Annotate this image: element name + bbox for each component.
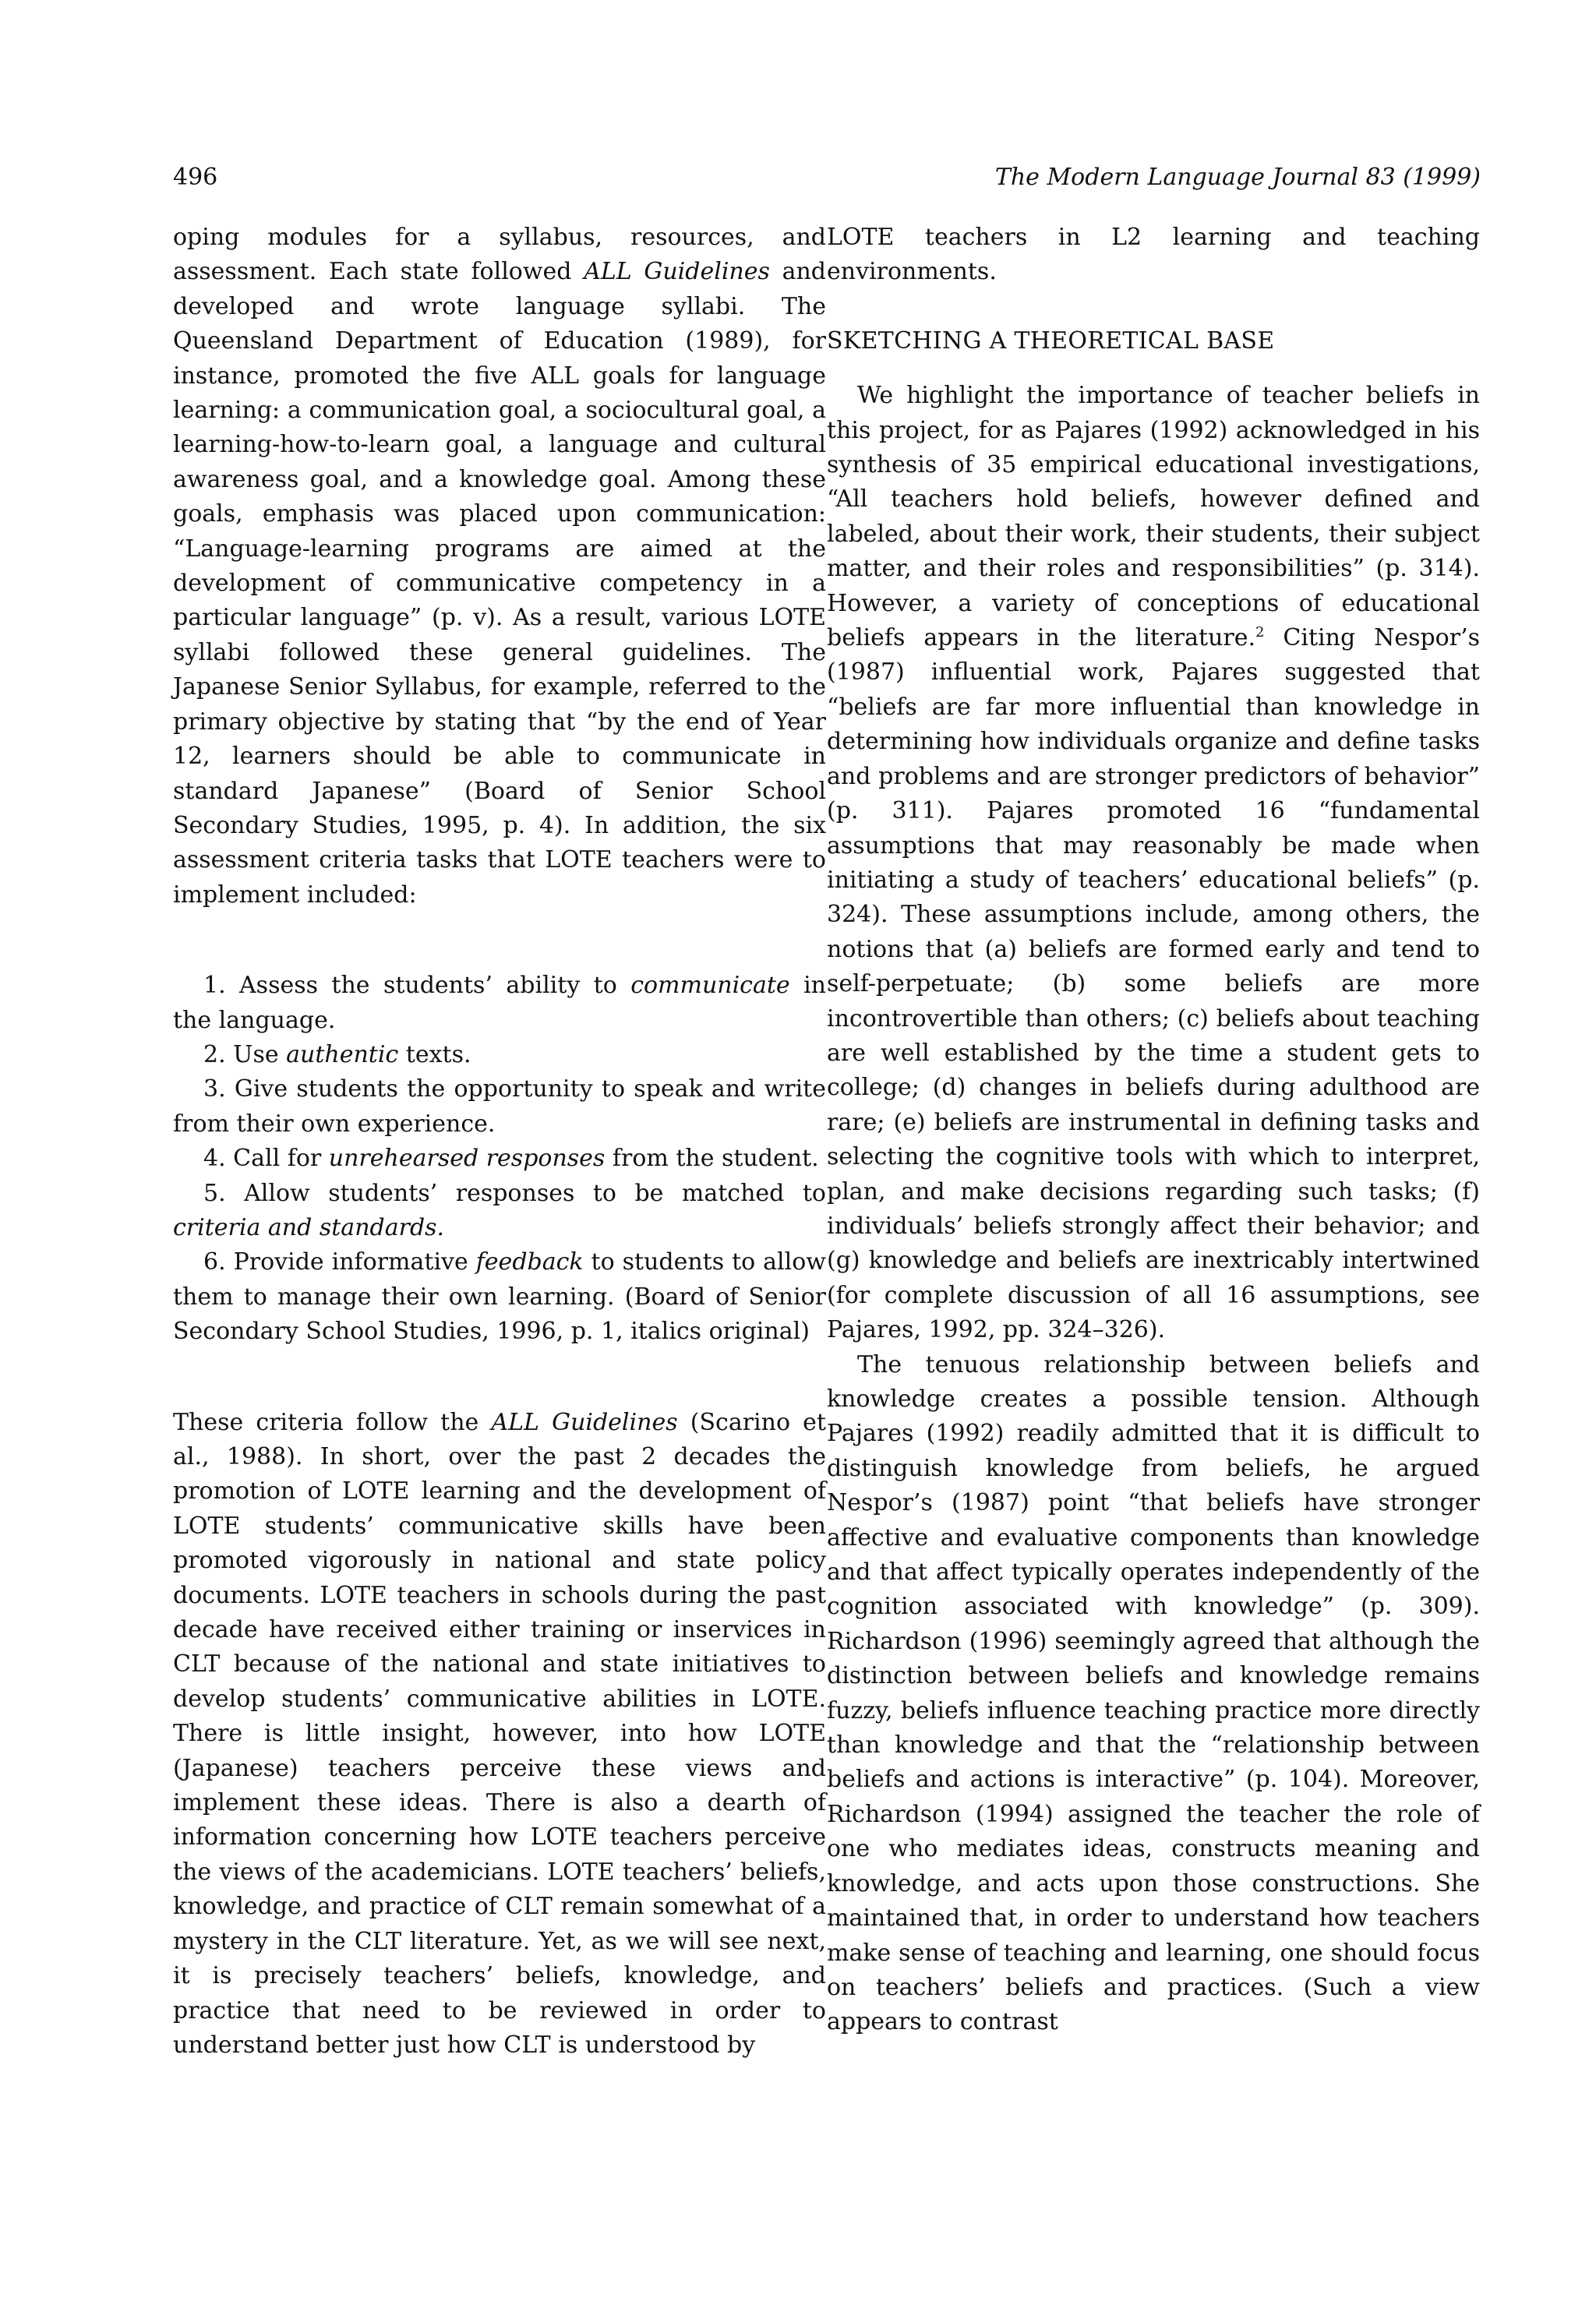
paragraph-teacher-beliefs: We highlight the importance of teacher beliefs in this project, for as Pajares (1992) acknowledged in his synthesis of 35 empirical educational investigations, “All teachers hold beliefs, however defined and labeled, about their work, their students, their subject matter, and their roles and responsibilities” (p. 314). However, a variety of conceptions of educational beliefs appears in the literature.$^2$ Citing Nespor’s (1987) influential work, Pajares suggested that “beliefs are far more influential than knowledge in determining how individuals organize and define tasks and problems and are stronger predictors of behavior” (p. 311). Pajares promoted 16 “fundamental assumptions that may reasonably be made when initiating a study of teachers’ educational beliefs” (p. 324). These assumptions include, among others, the notions that (a) beliefs are formed early and tend to self-perpetuate; (b) some beliefs are more incontrovertible than others; (c) beliefs about teaching are well established by the time a student gets to college; (d) changes in beliefs during adulthood are rare; (e) beliefs are instrumental in defining tasks and selecting the cognitive tools with which to interpret, plan, and make decisions regarding such tasks; (f) individuals’ beliefs strongly affect their behavior; and (g) knowledge and beliefs are inextricably intertwined (for complete discussion of all 16 assumptions, see Pajares, 1992, pp. 324–326).: [827, 382, 1481, 1344]
list-item: 6. Provide informative feedback to students to allow them to manage their own learning. (Board of Senior Secondary School Studies, 1996, p. 1, italics original): [173, 1248, 826, 1346]
page-number: 496: [173, 164, 218, 191]
paragraph-criteria-follow: These criteria follow the ALL Guidelines (Scarino et al., 1988). In short, over the past 2 decades the promotion of LOTE learning and the development of LOTE students’ communicative skills have been promoted vigorously in national and state policy documents. LOTE teachers in schools during the past decade have received either training or inservices in CLT because of the national and state initiatives to develop students’ communicative abilities in LOTE. There is little insight, however, into how LOTE (Japanese) teachers perceive these views and implement these ideas. There is also a dearth of information concerning how LOTE teachers perceive the views of the academicians. LOTE teachers’ beliefs, knowledge, and practice of CLT remain somewhat of a mystery in the CLT literature. Yet, as we will see next, it is precisely teachers’ beliefs, knowledge, and practice that need to be reviewed in order to understand better just how CLT is understood by: [173, 1408, 826, 2059]
footnote-marker: 2: [1255, 624, 1265, 641]
list-item: 5. Allow students’ responses to be matched to criteria and standards.: [173, 1179, 826, 1241]
left-column: [173, 221, 826, 2063]
list-item: 2. Use authentic texts.: [203, 1040, 471, 1068]
running-header: The Modern Language Journal 83 (1999): [994, 164, 1481, 191]
section-heading: SKETCHING A THEORETICAL BASE: [827, 326, 1275, 355]
list-item: 4. Call for unrehearsed responses from the student.: [203, 1145, 819, 1173]
list-item: 3. Give students the opportunity to speak and write from their own experience.: [173, 1075, 826, 1138]
paragraph-continuation: LOTE teachers in L2 learning and teaching environments.: [827, 224, 1480, 286]
assessment-criteria-list: [173, 969, 826, 1349]
list-item: 1. Assess the students’ ability to communicate in the language.: [173, 972, 827, 1034]
paragraph-beliefs-knowledge: The tenuous relationship between beliefs and knowledge creates a possible tension. Although Pajares (1992) readily admitted that it is difficult to distinguish knowledge from beliefs, he argued Nespor’s (1987) point “that beliefs have stronger affective and evaluative components than knowledge and that affect typically operates independently of the cognition associated with knowledge” (p. 309). Richardson (1996) seemingly agreed that although the distinction between beliefs and knowledge remains fuzzy, beliefs influence teaching practice more directly than knowledge and that the “relationship between beliefs and actions is interactive” (p. 104). Moreover, Richardson (1994) assigned the teacher the role of one who mediates ideas, constructs meaning and knowledge, and acts upon those constructions. She maintained that, in order to understand how teachers make sense of teaching and learning, one should focus on teachers’ beliefs and practices. (Such a view appears to contrast: [827, 1350, 1480, 2036]
right-column: [827, 221, 1480, 2040]
paragraph-syllabus-goals: oping modules for a syllabus, resources, and assessment. Each state followed ALL Guidelines and developed and wrote language syllabi. The Queensland Department of Education (1989), for instance, promoted the five ALL goals for language learning: a communication goal, a sociocultural goal, a learning-how-to-learn goal, a language and cultural awareness goal, and a knowledge goal. Among these goals, emphasis was placed upon communication: “Language-learning programs are aimed at the development of communicative competency in a particular language” (p. v). As a result, various LOTE syllabi followed these general guidelines. The Japanese Senior Syllabus, for example, referred to the primary objective by stating that “by the end of Year 12, learners should be able to communicate in standard Japanese” (Board of Senior School Secondary Studies, 1995, p. 4). In addition, the six assessment criteria tasks that LOTE teachers were to implement included:: [173, 224, 827, 909]
